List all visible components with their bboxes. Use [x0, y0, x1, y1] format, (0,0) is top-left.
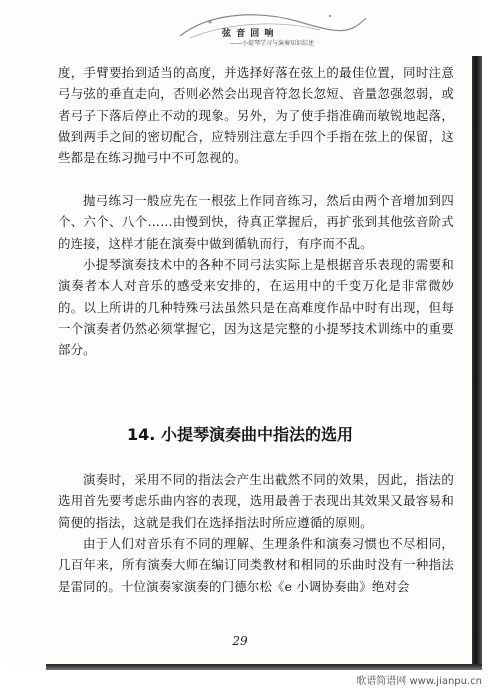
header-subtitle: ——小提琴学习与演奏知识综述	[230, 40, 315, 47]
page-edge-shadow-bottom	[46, 664, 482, 670]
paragraph-2: 抛弓练习一般应先在一根弦上作同音练习，然后由两个音增加到四个、六个、八个……由慢到快，待真正掌握后，再扩张到其他弦音阶式的连接，这样才能在演奏中做到循轨而行，有序而不乱。	[58, 193, 454, 251]
paragraph-3: 小提琴演奏技术中的各种不同弓法实际上是根据音乐表现的需要和演奏者本人对音乐的感受来安排的，在运用中的千变万化是非常微妙的。以上所讲的几种特殊弓法虽然只是在高难度作品中时有出现，但每一个演奏者仍然必须掌握它，因为这是完整的小提琴技术训练中的重要部分。	[58, 257, 454, 358]
paragraph-4: 演奏时，采用不同的指法会产生出截然不同的效果，因此，指法的选用首先要考虑乐曲内容的表现，选用最善于表现出其效果又最容易和简便的指法，这就是我们在选择指法时所应遵循的原则。	[58, 472, 454, 530]
section-heading: 14. 小提琴演奏曲中指法的选用	[127, 425, 353, 444]
paragraph-1: 度，手臂要抬到适当的高度，并选择好落在弦上的最佳位置，同时注意弓与弦的垂直走向，否则必然会出现音符忽长忽短、音量忽强忽弱，或者弓子下落后停止不动的现象。另外，为了使手指准确而敏锐地起落，做到两手之间的密切配合，应特别注意左手四个手指在弦上的保留，这些都是在练习抛弓中不可忽视的。	[58, 65, 454, 166]
page-number: 29	[232, 634, 248, 648]
page-edge-shadow-right	[472, 56, 482, 668]
page-header	[170, 8, 370, 48]
paragraph-5: 由于人们对音乐有不同的理解、生理条件和演奏习惯也不尽相同，几百年来，所有演奏大师在编订同类教材和相同的乐曲时没有一种指法是雷同的。十位演奏家演奏的门德尔松《e 小调协奏曲》绝对会	[58, 536, 454, 594]
site-watermark: 歌谱简谱网 www.jianpu.cn	[356, 676, 482, 687]
header-title: 弦 音 回 响	[222, 29, 275, 39]
